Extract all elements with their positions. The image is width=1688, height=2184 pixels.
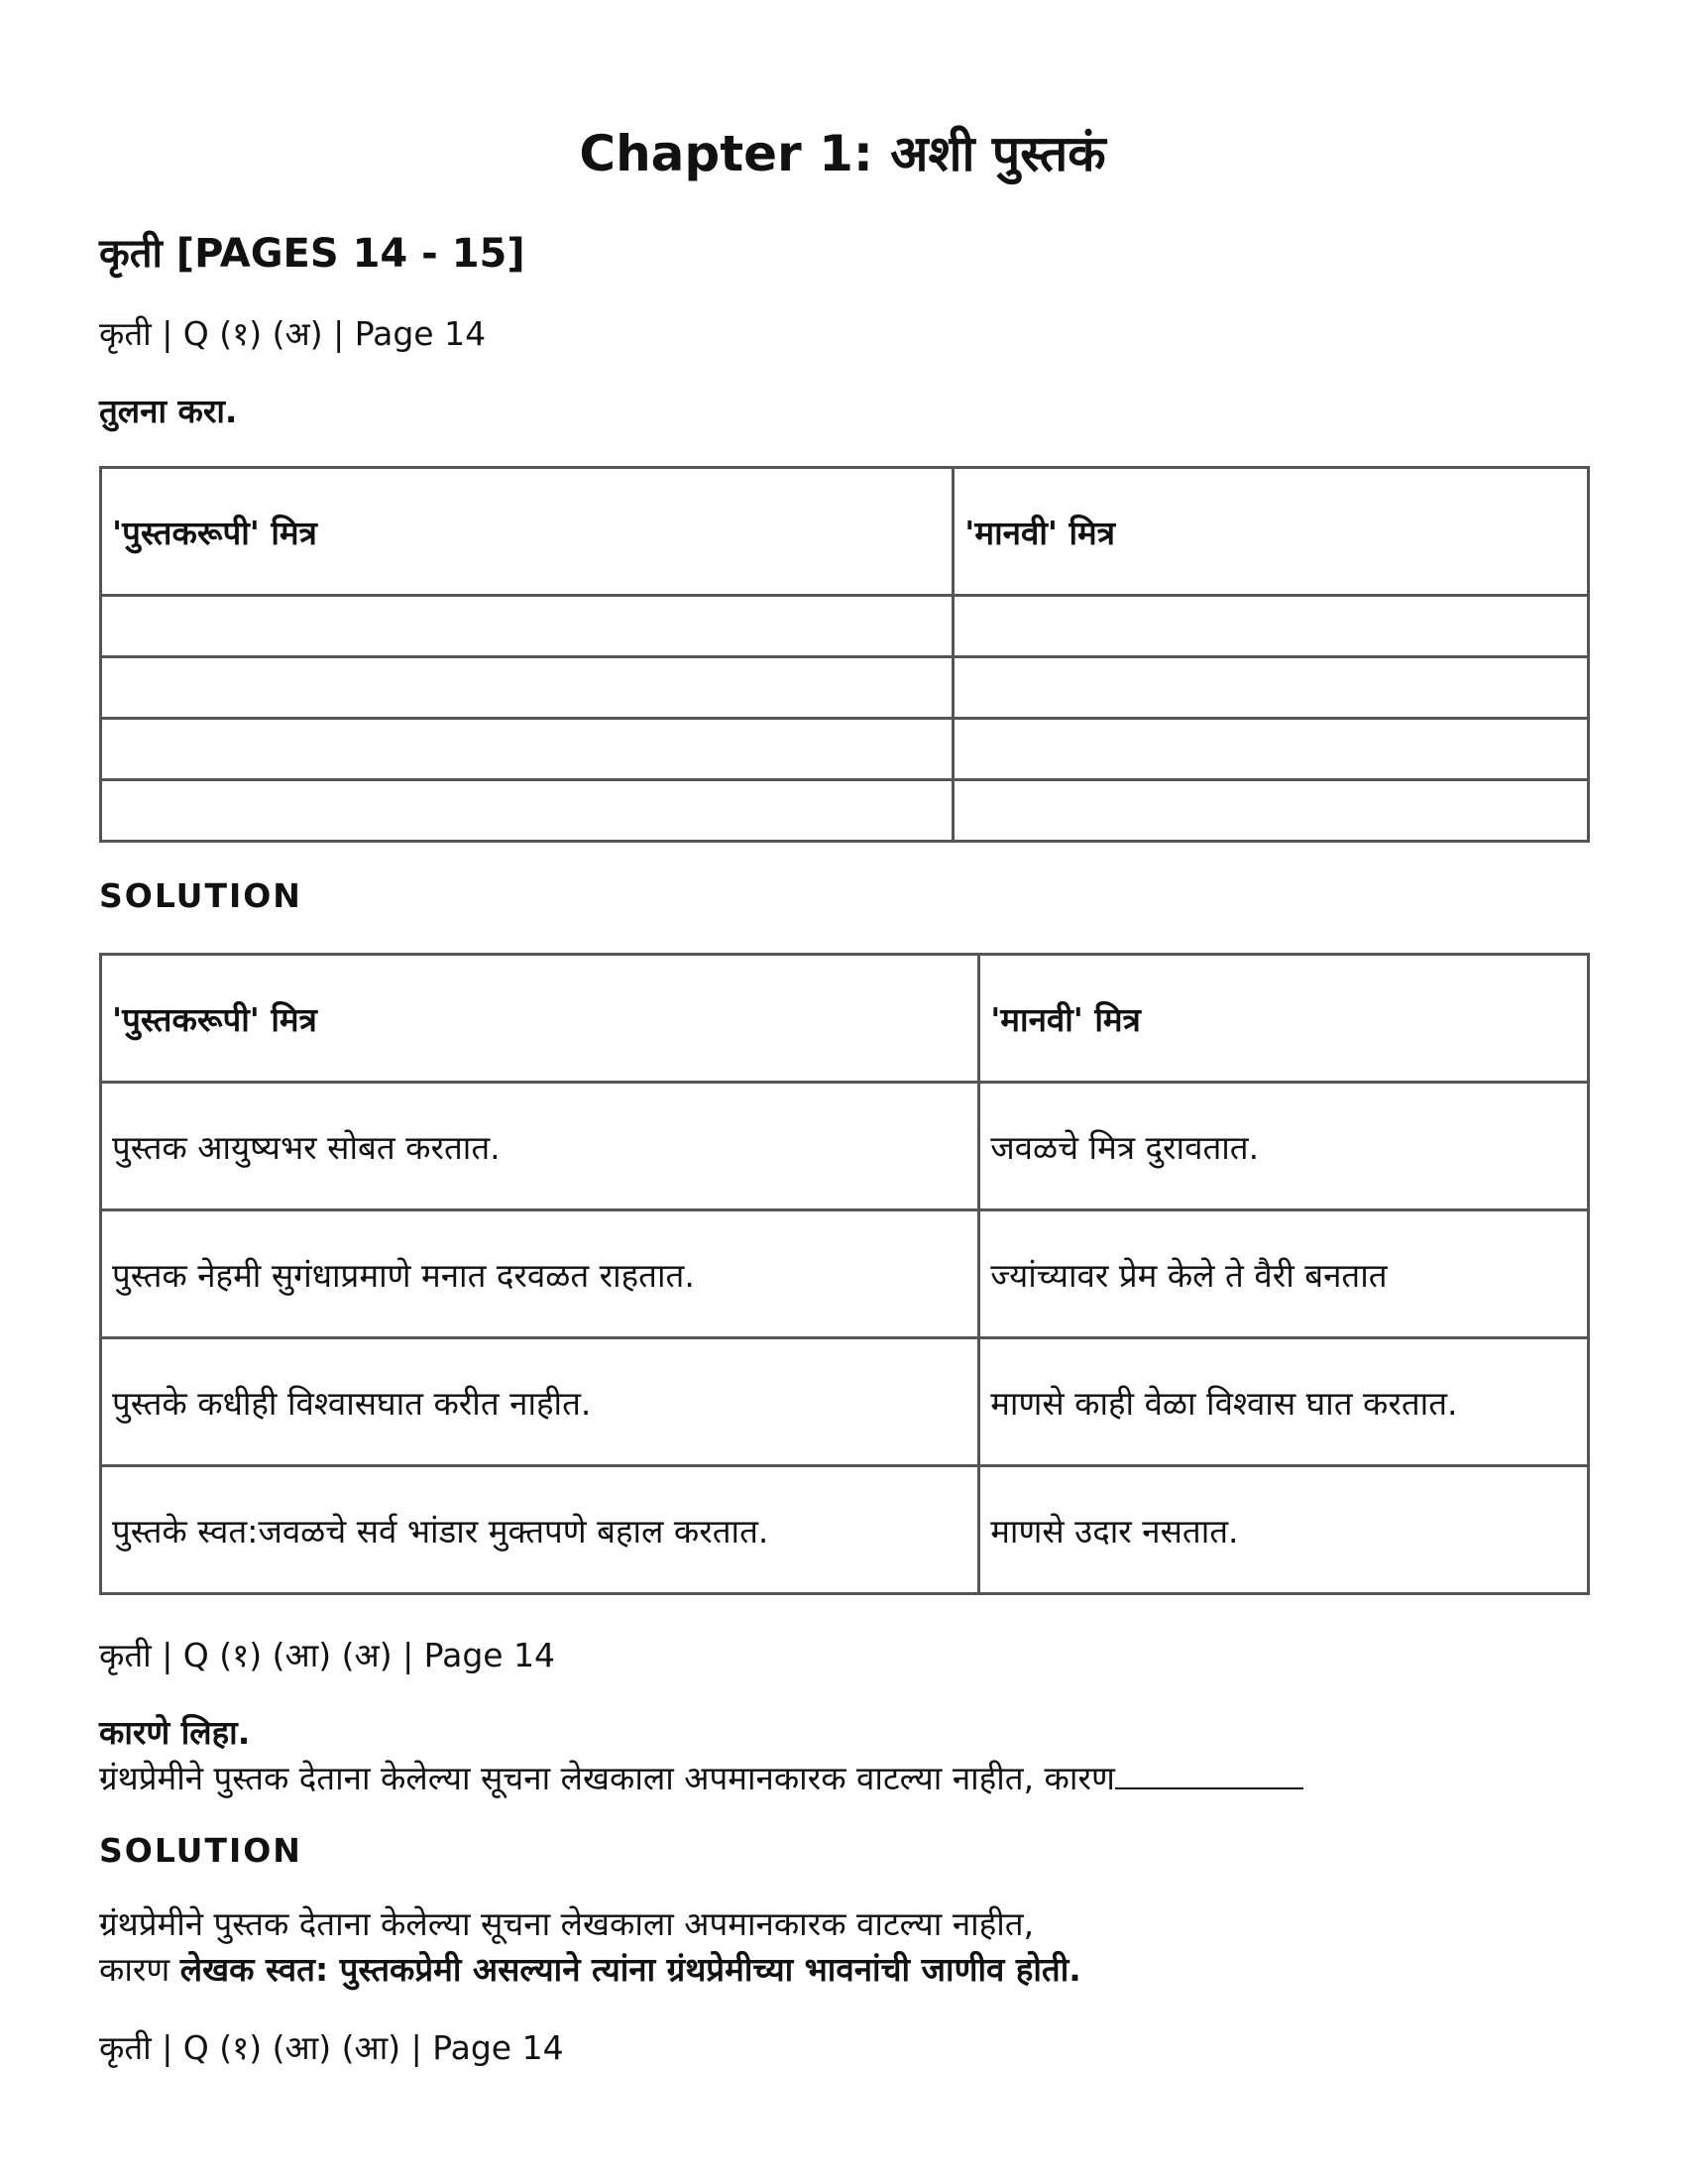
question-instruction: कारणे लिहा. <box>99 1713 251 1752</box>
table-row <box>101 780 1589 842</box>
section-heading: कृती [PAGES 14 - 15] <box>99 231 525 277</box>
table-row <box>101 596 1589 657</box>
table-row <box>101 1083 1589 1210</box>
table-header-cell: 'पुस्तकरूपी' मित्र <box>101 468 954 596</box>
table-header-cell: 'पुस्तकरूपी' मित्र <box>101 955 979 1083</box>
comparison-table-solution <box>99 953 1590 1595</box>
table-header-row <box>101 955 1589 1083</box>
question-text <box>99 1756 1303 1801</box>
table-row <box>101 657 1589 719</box>
question-reference: कृती | Q (१) (आ) (अ) | Page 14 <box>99 1636 556 1674</box>
empty-cell <box>954 596 1589 657</box>
answer-line <box>99 1947 1081 1993</box>
table-cell: माणसे काही वेळा विश्वास घात करतात. <box>979 1338 1589 1466</box>
answer-blank <box>1115 1758 1303 1789</box>
table-cell: पुस्तके कधीही विश्वासघात करीत नाहीत. <box>101 1338 979 1466</box>
table-header-cell: 'मानवी' मित्र <box>979 955 1589 1083</box>
page-title: Chapter 1: अशी पुस्तकं <box>579 125 1106 182</box>
empty-cell <box>954 719 1589 780</box>
question-sentence: ग्रंथप्रेमीने पुस्तक देताना केलेल्या सूचना लेखकाला अपमानकारक वाटल्या नाहीत, कारण <box>99 1759 1115 1797</box>
empty-cell <box>101 719 954 780</box>
solution-label: SOLUTION <box>99 1831 302 1870</box>
answer-emphasis: लेखक स्वत: पुस्तकप्रेमी असल्याने त्यांना ग्रंथप्रेमीच्या भावनांची जाणीव होती. <box>179 1950 1081 1989</box>
table-cell: पुस्तके स्वत:जवळचे सर्व भांडार मुक्तपणे बहाल करतात. <box>101 1466 979 1594</box>
empty-cell <box>101 780 954 842</box>
table-row <box>101 719 1589 780</box>
empty-cell <box>954 657 1589 719</box>
table-cell: पुस्तक आयुष्यभर सोबत करतात. <box>101 1083 979 1210</box>
comparison-table-blank <box>99 466 1590 843</box>
table-row <box>101 1210 1589 1338</box>
empty-cell <box>101 657 954 719</box>
question-instruction: तुलना करा. <box>99 392 238 430</box>
answer-prefix: कारण <box>99 1950 170 1989</box>
question-reference: कृती | Q (१) (आ) (आ) | Page 14 <box>99 2028 564 2067</box>
answer-line: ग्रंथप्रेमीने पुस्तक देताना केलेल्या सूचना लेखकाला अपमानकारक वाटल्या नाहीत, <box>99 1904 1035 1943</box>
table-header-cell: 'मानवी' मित्र <box>954 468 1589 596</box>
table-cell: माणसे उदार नसतात. <box>979 1466 1589 1594</box>
empty-cell <box>101 596 954 657</box>
table-cell: पुस्तक नेहमी सुगंधाप्रमाणे मनात दरवळत राहतात. <box>101 1210 979 1338</box>
table-cell: जवळचे मित्र दुरावतात. <box>979 1083 1589 1210</box>
table-row <box>101 1466 1589 1594</box>
table-cell: ज्यांच्यावर प्रेम केले ते वैरी बनतात <box>979 1210 1589 1338</box>
solution-label: SOLUTION <box>99 876 302 915</box>
question-reference: कृती | Q (१) (अ) | Page 14 <box>99 314 487 353</box>
empty-cell <box>954 780 1589 842</box>
table-header-row <box>101 468 1589 596</box>
table-row <box>101 1338 1589 1466</box>
